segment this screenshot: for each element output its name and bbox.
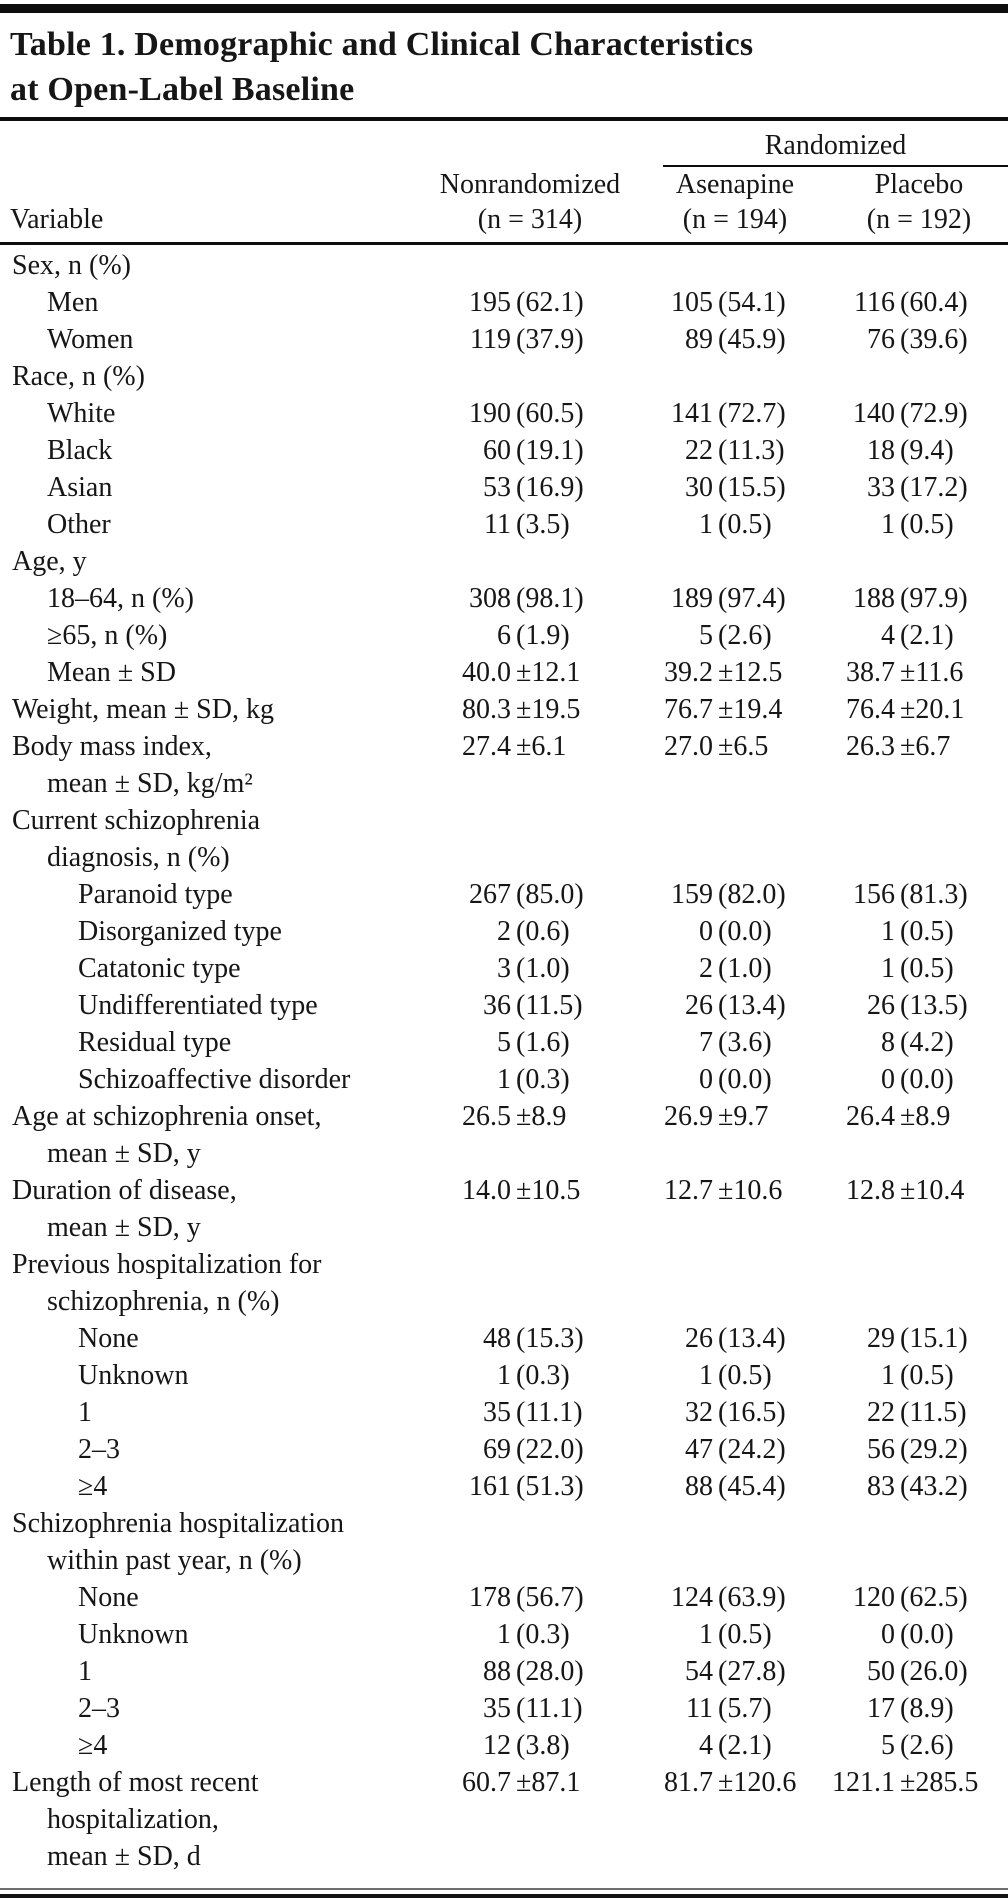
data-cell: 26.9 ±9.7: [664, 1101, 769, 1132]
data-cell: 190 (60.5): [469, 398, 584, 429]
row-label: Catatonic type: [78, 953, 241, 984]
data-cell: 80.3 ±19.5: [462, 694, 581, 725]
data-cell: 26 (13.4): [685, 990, 786, 1021]
data-cell: 156 (81.3): [853, 879, 968, 910]
data-cell: 8 (4.2): [881, 1027, 954, 1058]
table-row: [0, 1468, 1008, 1505]
data-cell: 12.8 ±10.4: [846, 1175, 965, 1206]
data-cell: 53 (16.9): [483, 472, 584, 503]
data-cell: 88 (28.0): [483, 1656, 584, 1687]
data-cell: 48 (15.3): [483, 1323, 584, 1354]
row-label: ≥4: [78, 1471, 108, 1502]
table-row: [0, 321, 1008, 358]
table-row: [0, 987, 1008, 1024]
data-cell: 0 (0.0): [881, 1064, 954, 1095]
data-cell: 121.1 ±285.5: [832, 1767, 979, 1798]
col-n-asenapine: (n = 194): [682, 204, 788, 235]
bottom-rule: [0, 1888, 1008, 1898]
table-row: [0, 1690, 1008, 1727]
row-label: Body mass index, mean ± SD, kg/m²: [12, 731, 253, 799]
col-n-nonrandomized: (n = 314): [477, 204, 583, 235]
row-label: Men: [47, 287, 99, 318]
data-cell: 0 (0.0): [881, 1619, 954, 1650]
row-label: Unknown: [78, 1619, 189, 1650]
data-cell: 26.5 ±8.9: [462, 1101, 567, 1132]
data-cell: 29 (15.1): [867, 1323, 968, 1354]
row-label: Residual type: [78, 1027, 232, 1058]
data-cell: 1 (0.3): [497, 1064, 570, 1095]
row-label: Age, y: [12, 546, 87, 577]
table-row: [0, 506, 1008, 543]
row-label: Age at schizophrenia onset, mean ± SD, y: [12, 1101, 322, 1169]
data-cell: 1 (0.3): [497, 1360, 570, 1391]
col-header-variable: Variable: [10, 204, 104, 235]
data-cell: 195 (62.1): [469, 287, 584, 318]
data-cell: 161 (51.3): [469, 1471, 584, 1502]
row-label: Current schizophrenia diagnosis, n (%): [12, 805, 261, 873]
table-row: [0, 1357, 1008, 1394]
data-cell: 26.4 ±8.9: [846, 1101, 951, 1132]
data-cell: 76.4 ±20.1: [846, 694, 965, 725]
table-row: [0, 1764, 1008, 1875]
table-row: [0, 1246, 1008, 1320]
data-cell: 267 (85.0): [469, 879, 584, 910]
data-cell: 36 (11.5): [483, 990, 583, 1021]
col-header-placebo: Placebo: [874, 169, 964, 200]
data-cell: 88 (45.4): [685, 1471, 786, 1502]
data-cell: 120 (62.5): [853, 1582, 968, 1613]
row-label: 1: [78, 1397, 92, 1428]
table-title-line1: Table 1. Demographic and Clinical Characteristics: [10, 26, 754, 63]
data-cell: 1 (0.5): [881, 916, 954, 947]
data-cell: 33 (17.2): [867, 472, 968, 503]
table-row: [0, 1431, 1008, 1468]
table-row: [0, 395, 1008, 432]
col-header-nonrandomized: Nonrandomized: [439, 169, 621, 200]
table-row: [0, 1616, 1008, 1653]
data-cell: 69 (22.0): [483, 1434, 584, 1465]
data-cell: 32 (16.5): [685, 1397, 786, 1428]
table-row: [0, 1394, 1008, 1431]
data-cell: 4 (2.1): [699, 1730, 772, 1761]
data-cell: 76 (39.6): [867, 324, 968, 355]
data-cell: 17 (8.9): [867, 1693, 954, 1724]
data-cell: 124 (63.9): [671, 1582, 786, 1613]
data-cell: 6 (1.9): [497, 620, 570, 651]
data-cell: 12.7 ±10.6: [664, 1175, 783, 1206]
data-cell: 30 (15.5): [685, 472, 786, 503]
row-label: Race, n (%): [12, 361, 145, 392]
table-row: [0, 1653, 1008, 1690]
row-label: Other: [47, 509, 111, 540]
row-label: Previous hospitalization for schizophrenia, n (%): [12, 1249, 322, 1317]
row-label: Length of most recent hospitalization, mean ± SD, d: [12, 1767, 259, 1872]
col-header-asenapine: Asenapine: [675, 169, 795, 200]
data-cell: 1 (0.5): [699, 1619, 772, 1650]
data-cell: 3 (1.0): [497, 953, 570, 984]
table-row: [0, 580, 1008, 617]
data-cell: 76.7 ±19.4: [664, 694, 783, 725]
data-cell: 18 (9.4): [867, 435, 954, 466]
table-row: [0, 1320, 1008, 1357]
data-cell: 38.7 ±11.6: [846, 657, 964, 688]
row-label: Schizoaffective disorder: [78, 1064, 351, 1095]
row-label: Unknown: [78, 1360, 189, 1391]
row-label: Undifferentiated type: [78, 990, 318, 1021]
data-cell: 27.0 ±6.5: [664, 731, 769, 762]
data-cell: 178 (56.7): [469, 1582, 584, 1613]
table-title: [0, 13, 1008, 121]
data-cell: 1 (0.5): [699, 1360, 772, 1391]
data-cell: 12 (3.8): [483, 1730, 570, 1761]
data-cell: 26.3 ±6.7: [846, 731, 951, 762]
data-cell: 5 (2.6): [881, 1730, 954, 1761]
table-row: [0, 1098, 1008, 1172]
table-row: [0, 802, 1008, 876]
col-n-placebo: (n = 192): [866, 204, 972, 235]
data-cell: 89 (45.9): [685, 324, 786, 355]
data-cell: 4 (2.1): [881, 620, 954, 651]
table-row: [0, 913, 1008, 950]
data-cell: 1 (0.5): [881, 509, 954, 540]
data-cell: 26 (13.5): [867, 990, 968, 1021]
data-cell: 1 (0.5): [699, 509, 772, 540]
data-cell: 11 (3.5): [484, 509, 570, 540]
data-cell: 27.4 ±6.1: [462, 731, 567, 762]
data-cell: 14.0 ±10.5: [462, 1175, 581, 1206]
row-label: Sex, n (%): [12, 250, 131, 281]
data-cell: 81.7 ±120.6: [664, 1767, 797, 1798]
table-row: [0, 691, 1008, 728]
data-cell: 1 (0.5): [881, 1360, 954, 1391]
data-cell: 0 (0.0): [699, 916, 772, 947]
data-cell: 2 (1.0): [699, 953, 772, 984]
table-header: [0, 121, 1008, 245]
row-label: 18–64, n (%): [47, 583, 194, 614]
spanner-randomized: Randomized: [663, 128, 1008, 167]
row-label: Mean ± SD: [47, 657, 176, 688]
table-row: [0, 728, 1008, 802]
data-cell: 56 (29.2): [867, 1434, 968, 1465]
table-row: [0, 950, 1008, 987]
table-row: [0, 247, 1008, 284]
table-title-line2: at Open-Label Baseline: [10, 71, 355, 108]
data-cell: 47 (24.2): [685, 1434, 786, 1465]
data-cell: 54 (27.8): [685, 1656, 786, 1687]
table-row: [0, 1172, 1008, 1246]
row-label: Duration of disease, mean ± SD, y: [12, 1175, 237, 1243]
data-cell: 0 (0.0): [699, 1064, 772, 1095]
data-cell: 140 (72.9): [853, 398, 968, 429]
row-label: None: [78, 1323, 139, 1354]
data-cell: 141 (72.7): [671, 398, 786, 429]
table-row: [0, 543, 1008, 580]
data-cell: 39.2 ±12.5: [664, 657, 783, 688]
data-cell: 22 (11.5): [867, 1397, 967, 1428]
row-label: Schizophrenia hospitalization within past year, n (%): [12, 1508, 345, 1576]
data-cell: 2 (0.6): [497, 916, 570, 947]
row-label: Black: [47, 435, 113, 466]
row-label: Paranoid type: [78, 879, 233, 910]
data-cell: 60 (19.1): [483, 435, 584, 466]
top-rule: [0, 4, 1008, 13]
data-cell: 83 (43.2): [867, 1471, 968, 1502]
row-label: Disorganized type: [78, 916, 282, 947]
row-label: White: [47, 398, 116, 429]
data-cell: 308 (98.1): [469, 583, 584, 614]
data-cell: 35 (11.1): [483, 1693, 583, 1724]
row-label: Asian: [47, 472, 113, 503]
data-cell: 116 (60.4): [854, 287, 968, 318]
table-row: [0, 617, 1008, 654]
table-row: [0, 1505, 1008, 1579]
data-cell: 7 (3.6): [699, 1027, 772, 1058]
table-row: [0, 284, 1008, 321]
data-cell: 40.0 ±12.1: [462, 657, 581, 688]
table-row: [0, 876, 1008, 913]
table-row: [0, 358, 1008, 395]
row-label: 2–3: [78, 1693, 120, 1724]
data-cell: 35 (11.1): [483, 1397, 583, 1428]
data-cell: 188 (97.9): [853, 583, 968, 614]
row-label: Women: [47, 324, 134, 355]
data-cell: 60.7 ±87.1: [462, 1767, 581, 1798]
data-cell: 119 (37.9): [470, 324, 584, 355]
row-label: ≥65, n (%): [47, 620, 168, 651]
data-cell: 50 (26.0): [867, 1656, 968, 1687]
table-row: [0, 654, 1008, 691]
row-label: ≥4: [78, 1730, 108, 1761]
data-cell: 1 (0.3): [497, 1619, 570, 1650]
row-label: None: [78, 1582, 139, 1613]
data-cell: 1 (0.5): [881, 953, 954, 984]
table-row: [0, 1579, 1008, 1616]
data-cell: 11 (5.7): [686, 1693, 772, 1724]
row-label: 1: [78, 1656, 92, 1687]
data-cell: 159 (82.0): [671, 879, 786, 910]
data-cell: 22 (11.3): [685, 435, 785, 466]
data-cell: 26 (13.4): [685, 1323, 786, 1354]
data-cell: 5 (2.6): [699, 620, 772, 651]
table-row: [0, 1061, 1008, 1098]
data-cell: 105 (54.1): [671, 287, 786, 318]
row-label: 2–3: [78, 1434, 120, 1465]
row-label: Weight, mean ± SD, kg: [12, 694, 274, 725]
table-row: [0, 1024, 1008, 1061]
data-cell: 5 (1.6): [497, 1027, 570, 1058]
data-cell: 189 (97.4): [671, 583, 786, 614]
table-row: [0, 432, 1008, 469]
table-body: [0, 245, 1008, 1875]
table-row: [0, 1727, 1008, 1764]
table-row: [0, 469, 1008, 506]
